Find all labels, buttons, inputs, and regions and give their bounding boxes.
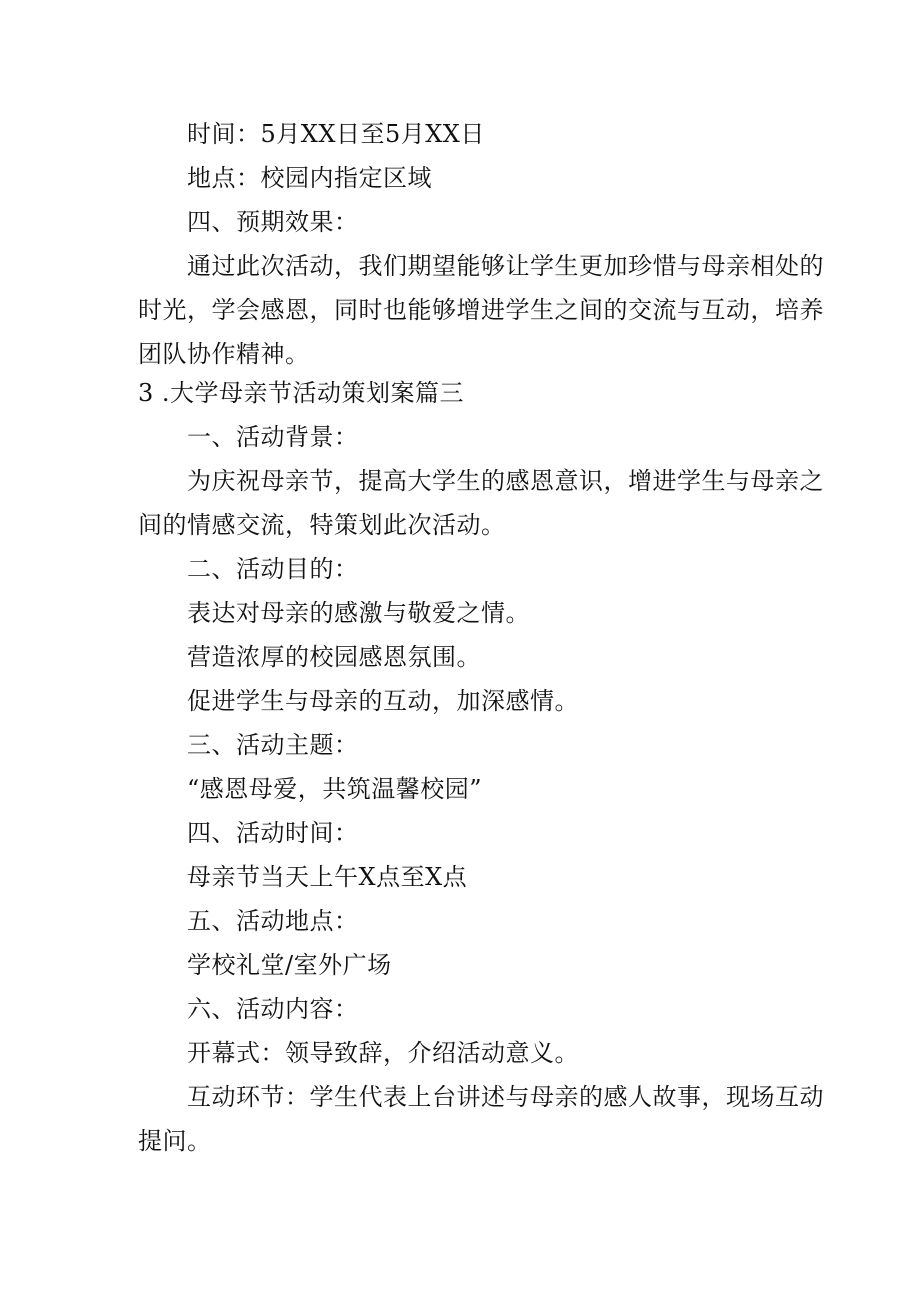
section-heading-purpose: 二、活动目的： <box>187 555 359 583</box>
paragraph-line: 时光，学会感恩，同时也能够增进学生之间的交流与互动，培养 <box>138 296 824 324</box>
paragraph-line: 间的情感交流，特策划此次活动。 <box>138 511 506 539</box>
section-heading-content: 六、活动内容： <box>187 995 359 1023</box>
list-item: 促进学生与母亲的互动，加深感情。 <box>187 687 579 715</box>
list-item: 表达对母亲的感激与敬爱之情。 <box>187 599 530 627</box>
section-heading-background: 一、活动背景： <box>187 423 359 451</box>
time-line: 时间：5月XX日至5月XX日 <box>187 120 485 148</box>
list-item: 互动环节：学生代表上台讲述与母亲的感人故事，现场互动 <box>187 1083 824 1111</box>
location-line: 地点：校园内指定区域 <box>187 164 432 192</box>
section-heading-expected-effect: 四、预期效果： <box>187 208 359 236</box>
list-item: 开幕式：领导致辞，介绍活动意义。 <box>187 1039 579 1067</box>
list-item: 营造浓厚的校园感恩氛围。 <box>187 643 481 671</box>
section-heading-theme: 三、活动主题： <box>187 731 359 759</box>
section-heading-location: 五、活动地点： <box>187 907 359 935</box>
activity-location-text: 学校礼堂/室外广场 <box>187 951 392 979</box>
paragraph-line: 为庆祝母亲节，提高大学生的感恩意识，增进学生与母亲之 <box>187 467 824 495</box>
section-heading-time: 四、活动时间： <box>187 819 359 847</box>
activity-time-text: 母亲节当天上午X点至X点 <box>187 863 468 891</box>
paragraph-line: 提问。 <box>138 1127 212 1155</box>
document-section-title: 3 .大学母亲节活动策划案篇三 <box>138 379 465 407</box>
paragraph-line: 团队协作精神。 <box>138 340 310 368</box>
paragraph-line: 通过此次活动，我们期望能够让学生更加珍惜与母亲相处的 <box>187 252 824 280</box>
activity-theme-text: “感恩母爱，共筑温馨校园” <box>187 775 483 803</box>
